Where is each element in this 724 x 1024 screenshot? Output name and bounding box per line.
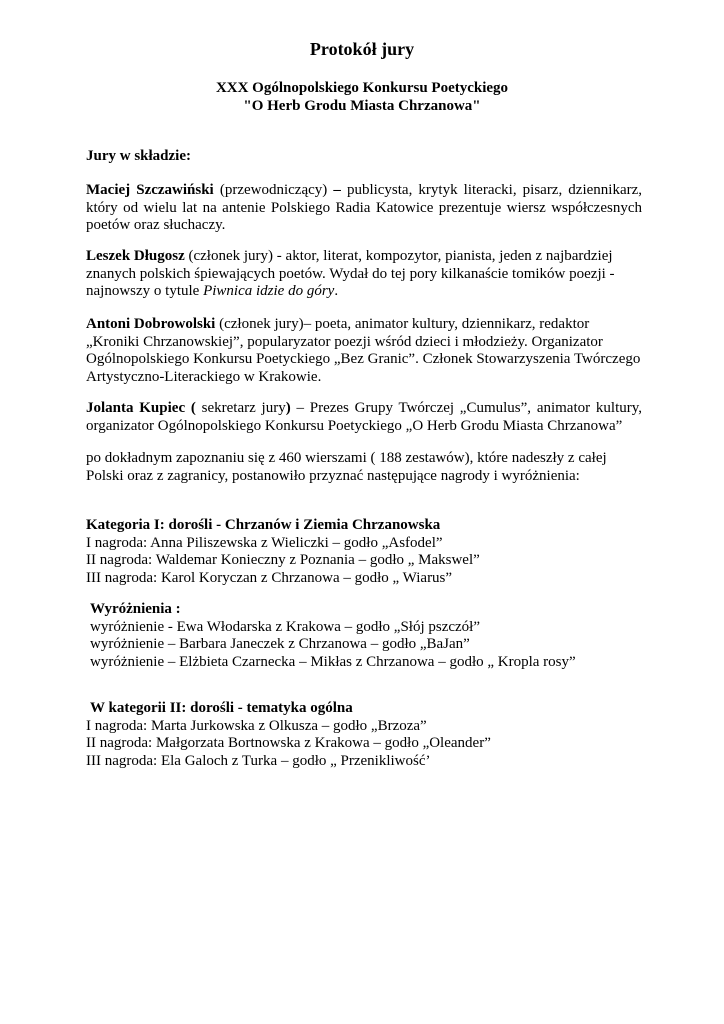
intro-paragraph: po dokładnym zapoznaniu się z 460 wierszami ( 188 zestawów), które nadeszły z całej Polski oraz z zagranicy, postanowiło przyznać następujące nagrody i wyróżnienia: (86, 450, 607, 484)
jury-member-name: Jolanta Kupiec (86, 400, 186, 416)
distinction-1: wyróżnienie - Ewa Włodarska z Krakowa – godło „Słój pszczół” (90, 618, 481, 635)
contest-subtitle (0, 80, 724, 115)
category-1-heading: Kategoria I: dorośli - Chrzanów i Ziemia Chrzanowska (86, 517, 441, 533)
book-title: Piwnica idzie do góry (203, 283, 335, 299)
category-2 (86, 700, 642, 770)
jury-member-description: – poeta, animator kultury, dziennikarz, redaktor „Kroniki Chrzanowskiej”, popularyzator poezji wśród dzieci i młodzieży. Organizator Ogólnopolskiego Konkursu Poetyckiego „Bez Granic”. Członek Stowarzyszenia Twórczego Artystyczno-Literackiego w Krakowie. (86, 316, 641, 385)
prize-2: II nagroda: Waldemar Konieczny z Poznania – godło „ Makswel” (86, 552, 480, 568)
distinction-2: wyróżnienie – Barbara Janeczek z Chrzanowa – godło „BaJan” (90, 636, 470, 652)
paren-close: ) (285, 400, 291, 416)
paren-open: ( (185, 400, 202, 416)
prize-1: I nagroda: Marta Jurkowska z Olkusza – godło „Brzoza” (86, 717, 427, 734)
distinctions-heading: Wyróżnienia : (90, 601, 181, 617)
category-1 (86, 517, 642, 587)
jury-member-role: (członek jury) (184, 248, 274, 264)
prize-2: II nagroda: Małgorzata Bortnowska z Krakowa – godło „Oleander” (86, 735, 491, 751)
jury-member-name: Antoni Dobrowolski (86, 316, 216, 332)
subtitle-line-2: "O Herb Grodu Miasta Chrzanowa" (243, 97, 481, 114)
separator-dash: – (327, 182, 347, 198)
page-title: Protokół jury (309, 39, 415, 59)
jury-member-role: sekretarz jury (201, 400, 286, 416)
jury-member-role: (członek jury) (215, 316, 304, 332)
category-2-heading: W kategorii II: dorośli - tematyka ogólna (90, 700, 353, 716)
jury-member-description: publicysta, krytyk literacki, pisarz, dziennikarz, który od wielu lat na antenie Polskiego Radia Katowice prezentuje wiersz współczesnych poetów oraz słuchaczy. (86, 182, 643, 233)
jury-member-description: – Prezes Grupy Twórczej „Cumulus”, animator kultury, organizator Ogólnopolskiego Konkursu Poetyckiego „O Herb Grodu Miasta Chrzanowa” (86, 400, 643, 434)
prize-3: III nagroda: Ela Galoch z Turka – godło „ Przenikliwość’ (86, 752, 431, 769)
prize-3: III nagroda: Karol Koryczan z Chrzanowa – godło „ Wiarus” (86, 569, 453, 586)
jury-member-4 (86, 400, 642, 435)
jury-member-role: (przewodniczący) (219, 182, 328, 198)
sentence-end: . (334, 283, 339, 299)
jury-member-description: - aktor, literat, kompozytor, pianista, jeden z najbardziej znanych polskich śpiewających poetów. Wydał do tej pory kilkanaście tomików poezji - najnowszy o tytule (86, 248, 615, 299)
subtitle-line-1: XXX Ogólnopolskiego Konkursu Poetyckiego (215, 80, 509, 96)
jury-member-name: Leszek Długosz (86, 248, 185, 264)
category-1-distinctions (86, 601, 646, 671)
jury-member-name: Maciej Szczawiński (86, 182, 214, 198)
jury-member-2 (86, 248, 642, 301)
distinction-3: wyróżnienie – Elżbieta Czarnecka – Mikłas z Chrzanowa – godło „ Kropla rosy” (90, 653, 576, 670)
jury-member-3 (86, 316, 642, 386)
prize-1: I nagroda: Anna Piliszewska z Wieliczki – godło „Asfodel” (86, 534, 443, 551)
jury-heading: Jury w składzie: (86, 148, 191, 164)
jury-member-1 (86, 182, 642, 235)
